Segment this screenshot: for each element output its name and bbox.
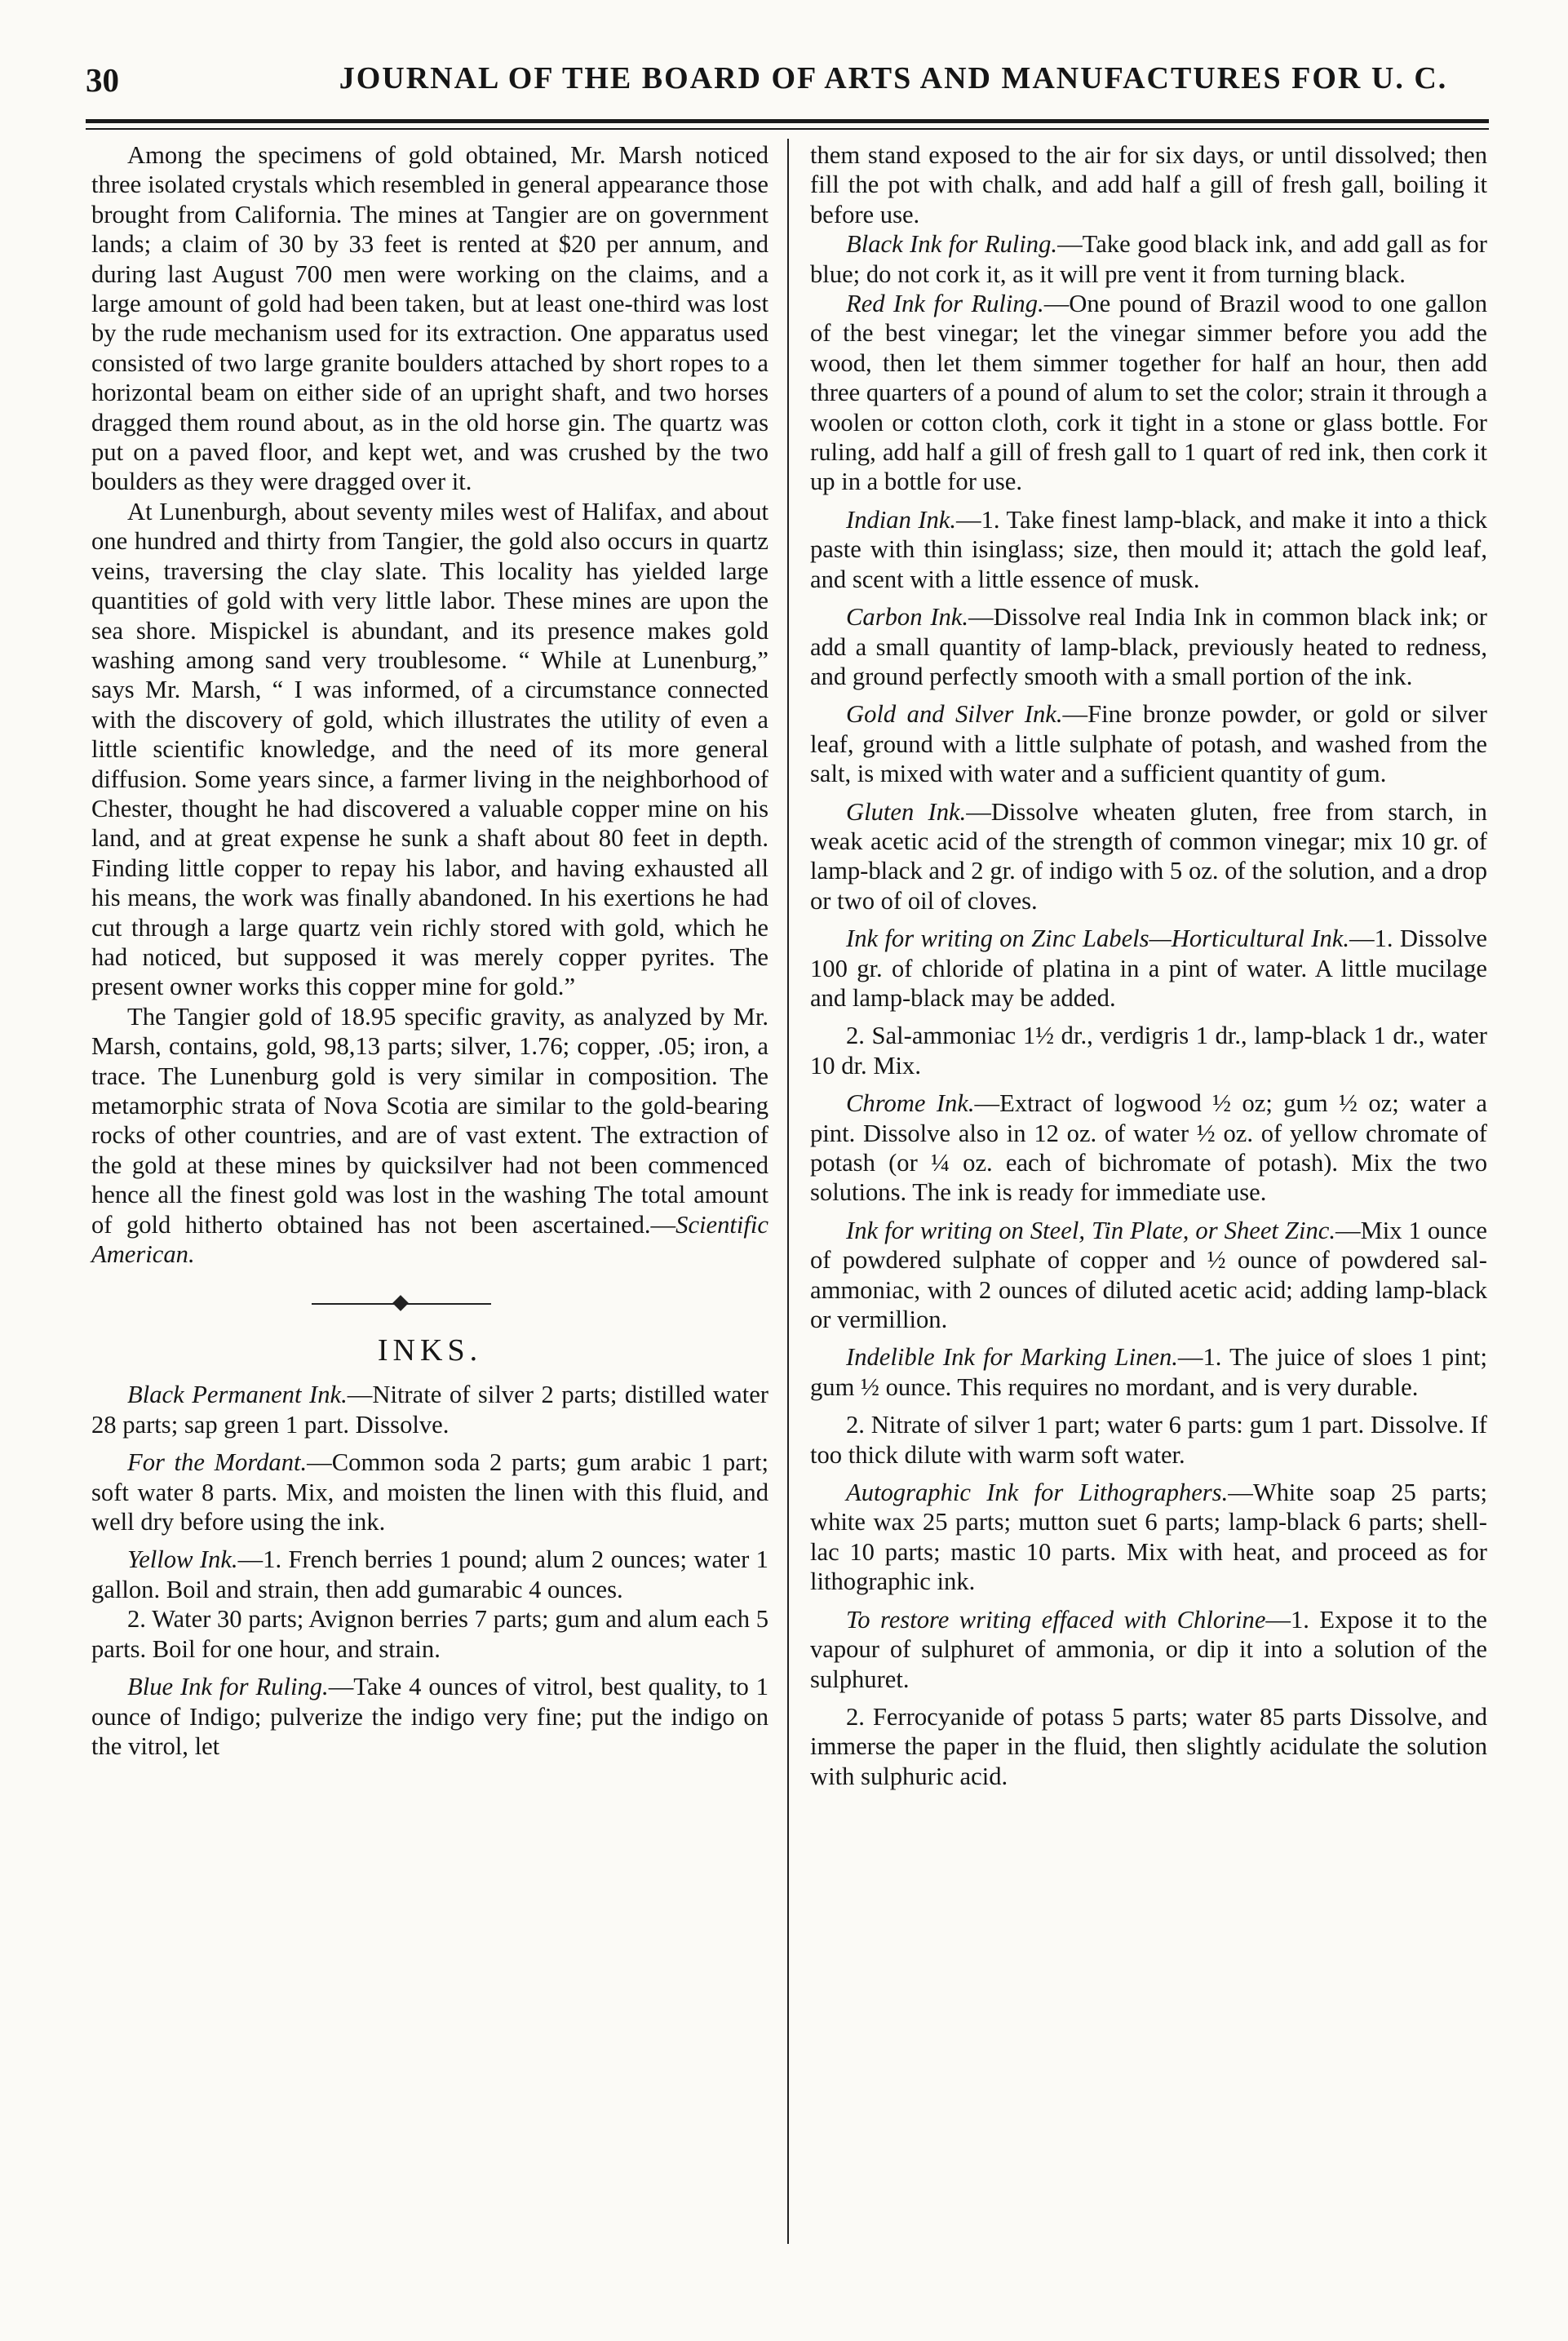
- recipe-title: Black Ink for Ruling.: [846, 230, 1058, 259]
- page-header: [86, 57, 1489, 122]
- recipe-text: —1. The juice of sloes 1 pint; gum ½ ounce. This requires no mordant, and is very durable.: [810, 1343, 1487, 1401]
- recipe-text: —Take 4 ounces of vitrol, best quality, to 1 ounce of Indigo; pulverize the indigo very fine; put the indigo on the vitrol, let: [91, 1673, 768, 1760]
- recipe-title: For the Mordant.: [127, 1448, 308, 1477]
- recipe-title: Yellow Ink.: [127, 1545, 238, 1574]
- recipe-text: —1. Dissolve 100 gr. of chloride of platina in a pint of water. A little mucilage and lamp-black may be added.: [810, 924, 1487, 1012]
- recipe-text: —Extract of logwood ½ oz; gum ½ oz; water a pint. Dissolve also in 12 oz. of water ½ oz. of yellow chromate of potash (or ¼ oz. each of bichromate of potash). Mix the two solutions. The ink is ready for immediate use.: [810, 1089, 1488, 1207]
- recipe-text: —Take good black ink, and add gall as for blue; do not cork it, as it will pre vent it from turning black.: [810, 230, 1487, 288]
- paragraph-gold-specimens: Among the specimens of gold obtained, Mr. Marsh noticed three isolated crystals which resembled in general appearance those brought from California. The mines at Tangier are on government lands; a claim of 30 by 33 feet is rented at $20 per annum, and during last August 700 men were working on the claims, and a large amount of gold had been taken, but at least one-third was lost by the rude mechanism used for its extraction. One apparatus used consisted of two large granite boulders attached by short ropes to a horizontal beam on either side of an upright shaft, and two horses dragged them round about, as in the old horse gin. The quartz was put on a paved floor, and kept wet, and was crushed by the two boulders as they were dragged over it.: [91, 141, 768, 496]
- recipe-title: Carbon Ink.: [846, 603, 969, 632]
- recipe-text: —Dissolve wheaten gluten, free from starch, in weak acetic acid of the strength of common vinegar; mix 10 gr. of lamp-black and 2 gr. of indigo with 5 oz. of the solution, and a drop or two of oil of cloves.: [810, 797, 1487, 915]
- header-rule-thin: [86, 128, 1489, 130]
- recipe-indian-ink: [810, 505, 1487, 594]
- recipe-yellow-ink: [91, 1545, 768, 1604]
- recipe-title: Autographic Ink for Lithographers.: [846, 1479, 1229, 1507]
- right-column: [810, 140, 1487, 1791]
- recipe-title: Ink for writing on Steel, Tin Plate, or Sheet Zinc.: [846, 1216, 1335, 1244]
- recipe-text: —Dissolve real India Ink in common black ink; or add a small quantity of lamp-black, previously heated to redness, and ground perfectly smooth with a small portion of the ink.: [810, 603, 1487, 690]
- recipe-title: Blue Ink for Ruling.: [127, 1673, 329, 1701]
- paragraph-tangier-text: The Tangier gold of 18.95 specific gravity, as analyzed by Mr. Marsh, contains, gold, 98,13 parts; silver, 1.76; copper, .05; iron, a trace. The Lunenburg gold is very similar in composition. The metamorphic strata of Nova Scotia are similar to the gold-bearing rocks of other countries, and are of vast extent. The extraction of the gold at these mines by quicksilver had not been commenced hence all the finest gold was lost in the washing The total amount of gold hitherto obtained has not been ascertained.—: [91, 1002, 768, 1239]
- recipe-steel-tin-ink: [810, 1216, 1487, 1335]
- recipe-zinc-label-ink-2: 2. Sal-ammoniac 1½ dr., verdigris 1 dr., lamp-black 1 dr., water 10 dr. Mix.: [810, 1022, 1487, 1080]
- recipe-autographic-ink: [810, 1478, 1487, 1597]
- section-separator: [91, 1275, 768, 1332]
- recipe-restore-writing-2: 2. Ferrocyanide of potass 5 parts; water 85 parts Dissolve, and immerse the paper in the fluid, then slightly acidulate the solution with sulphuric acid.: [810, 1702, 1487, 1790]
- recipe-restore-writing: [810, 1605, 1487, 1694]
- page-number: 30: [86, 61, 119, 99]
- recipe-text: —One pound of Brazil wood to one gallon of the best vinegar; let the vinegar simmer before you add the wood, then let them simmer together for half an hour, then add three quarters of a pound of alum to set the color; strain it through a woolen or cotton cloth, cork it tight in a stone or glass bottle. For ruling, add half a gill of fresh gall to 1 quart of red ink, then cork it up in a bottle for use.: [810, 290, 1487, 496]
- recipe-blue-ink-ruling: [91, 1672, 768, 1761]
- recipe-indelible-ink: [810, 1342, 1487, 1402]
- recipe-mordant: [91, 1448, 768, 1536]
- recipe-title: Gluten Ink.: [846, 797, 967, 826]
- column-divider: [787, 139, 789, 2244]
- recipe-black-permanent-ink: [91, 1380, 768, 1439]
- recipe-text: —Mix 1 ounce of powdered sulphate of copper and ½ ounce of powdered sal-ammoniac, with 2 ounces of diluted acetic acid; adding lamp-black or vermillion.: [810, 1216, 1487, 1334]
- recipe-title: To restore writing effaced with Chlorine: [846, 1605, 1266, 1634]
- recipe-yellow-ink-2: 2. Water 30 parts; Avignon berries 7 parts; gum and alum each 5 parts. Boil for one hour, and strain.: [91, 1605, 768, 1663]
- recipe-text: —Common soda 2 parts; gum arabic 1 part; soft water 8 parts. Mix, and moisten the linen with this fluid, and well dry before using the ink.: [91, 1448, 768, 1536]
- paragraph-lunenburgh: At Lunenburgh, about seventy miles west of Halifax, and about one hundred and thirty from Tangier, the gold also occurs in quartz veins, traversing the clay slate. This locality has yielded large quantities of gold with very little labor. These mines are upon the sea shore. Mispickel is abundant, and its presence makes gold washing among sand very troublesome. “ While at Lunenburg,” says Mr. Marsh, “ I was informed, of a circumstance connected with the discovery of gold, which illustrates the utility of even a little scientific knowledge, and the need of its more general diffusion. Some years since, a farmer living in the neighborhood of Chester, thought he had discovered a valuable copper mine on his land, and at great expense he sunk a shaft about 80 feet in depth. Finding little copper to repay his labor, and having exhausted all his means, the work was finally abandoned. In his exertions he had cut through a large quartz vein richly stored with gold, which he had noticed, but supposed it was merely copper pyrites. The present owner works this copper mine for gold.”: [91, 497, 768, 1001]
- recipe-red-ink-ruling: [810, 289, 1487, 497]
- recipe-text: —Fine bronze powder, or gold or silver leaf, ground with a little sulphate of potash, and washed from the salt, is mixed with water and a sufficient quantity of gum.: [810, 700, 1487, 788]
- header-rule-thick: [86, 119, 1489, 123]
- recipe-title: Indelible Ink for Marking Linen.: [846, 1343, 1178, 1372]
- recipe-gluten-ink: [810, 797, 1487, 916]
- recipe-text: —White soap 25 parts; white wax 25 parts; mutton suet 6 parts; lamp-black 6 parts; shell-lac 10 parts; mastic 10 parts. Mix with heat, and proceed as for lithographic ink.: [810, 1479, 1487, 1596]
- separator-ornament: [392, 1296, 409, 1312]
- recipe-indelible-ink-2: 2. Nitrate of silver 1 part; water 6 parts: gum 1 part. Dissolve. If too thick dilute with warm soft water.: [810, 1411, 1487, 1469]
- source-citation: Scientific American.: [91, 1210, 768, 1269]
- section-title-inks: INKS.: [377, 1333, 483, 1368]
- recipe-text: —Nitrate of silver 2 parts; distilled water 28 parts; sap green 1 part. Dissolve.: [91, 1381, 768, 1439]
- recipe-gold-silver-ink: [810, 699, 1487, 788]
- recipe-text: —1. Expose it to the vapour of sulphuret of ammonia, or dip it into a solution of the sulphuret.: [810, 1605, 1487, 1693]
- recipe-black-ink-ruling: [810, 229, 1487, 289]
- recipe-title: Chrome Ink.: [846, 1089, 975, 1118]
- recipe-text: —1. Take finest lamp-black, and make it into a thick paste with thin isinglass; size, then mould it; attach the gold leaf, and scent with a little essence of musk.: [810, 505, 1487, 593]
- recipe-title: Black Permanent Ink.: [127, 1381, 348, 1409]
- recipe-chrome-ink: [810, 1088, 1487, 1208]
- left-column: [91, 140, 768, 1761]
- recipe-title: Gold and Silver Ink.: [846, 700, 1063, 729]
- recipe-title: Red Ink for Ruling.: [846, 290, 1044, 318]
- recipe-zinc-label-ink: [810, 924, 1487, 1013]
- recipe-carbon-ink: [810, 602, 1487, 691]
- recipe-text: —1. French berries 1 pound; alum 2 ounces; water 1 gallon. Boil and strain, then add gumarabic 4 ounces.: [91, 1545, 768, 1603]
- paragraph-tangier-gold: [91, 1002, 768, 1270]
- recipe-title: Indian Ink.: [846, 505, 957, 534]
- recipe-title: Ink for writing on Zinc Labels—Horticultural Ink.: [846, 924, 1350, 953]
- running-head: JOURNAL OF THE BOARD OF ARTS AND MANUFACTURES FOR U. C.: [339, 61, 1448, 95]
- recipe-blue-ink-continued: them stand exposed to the air for six days, or until dissolved; then fill the pot with chalk, and add half a gill of fresh gall, boiling it before use.: [810, 141, 1487, 228]
